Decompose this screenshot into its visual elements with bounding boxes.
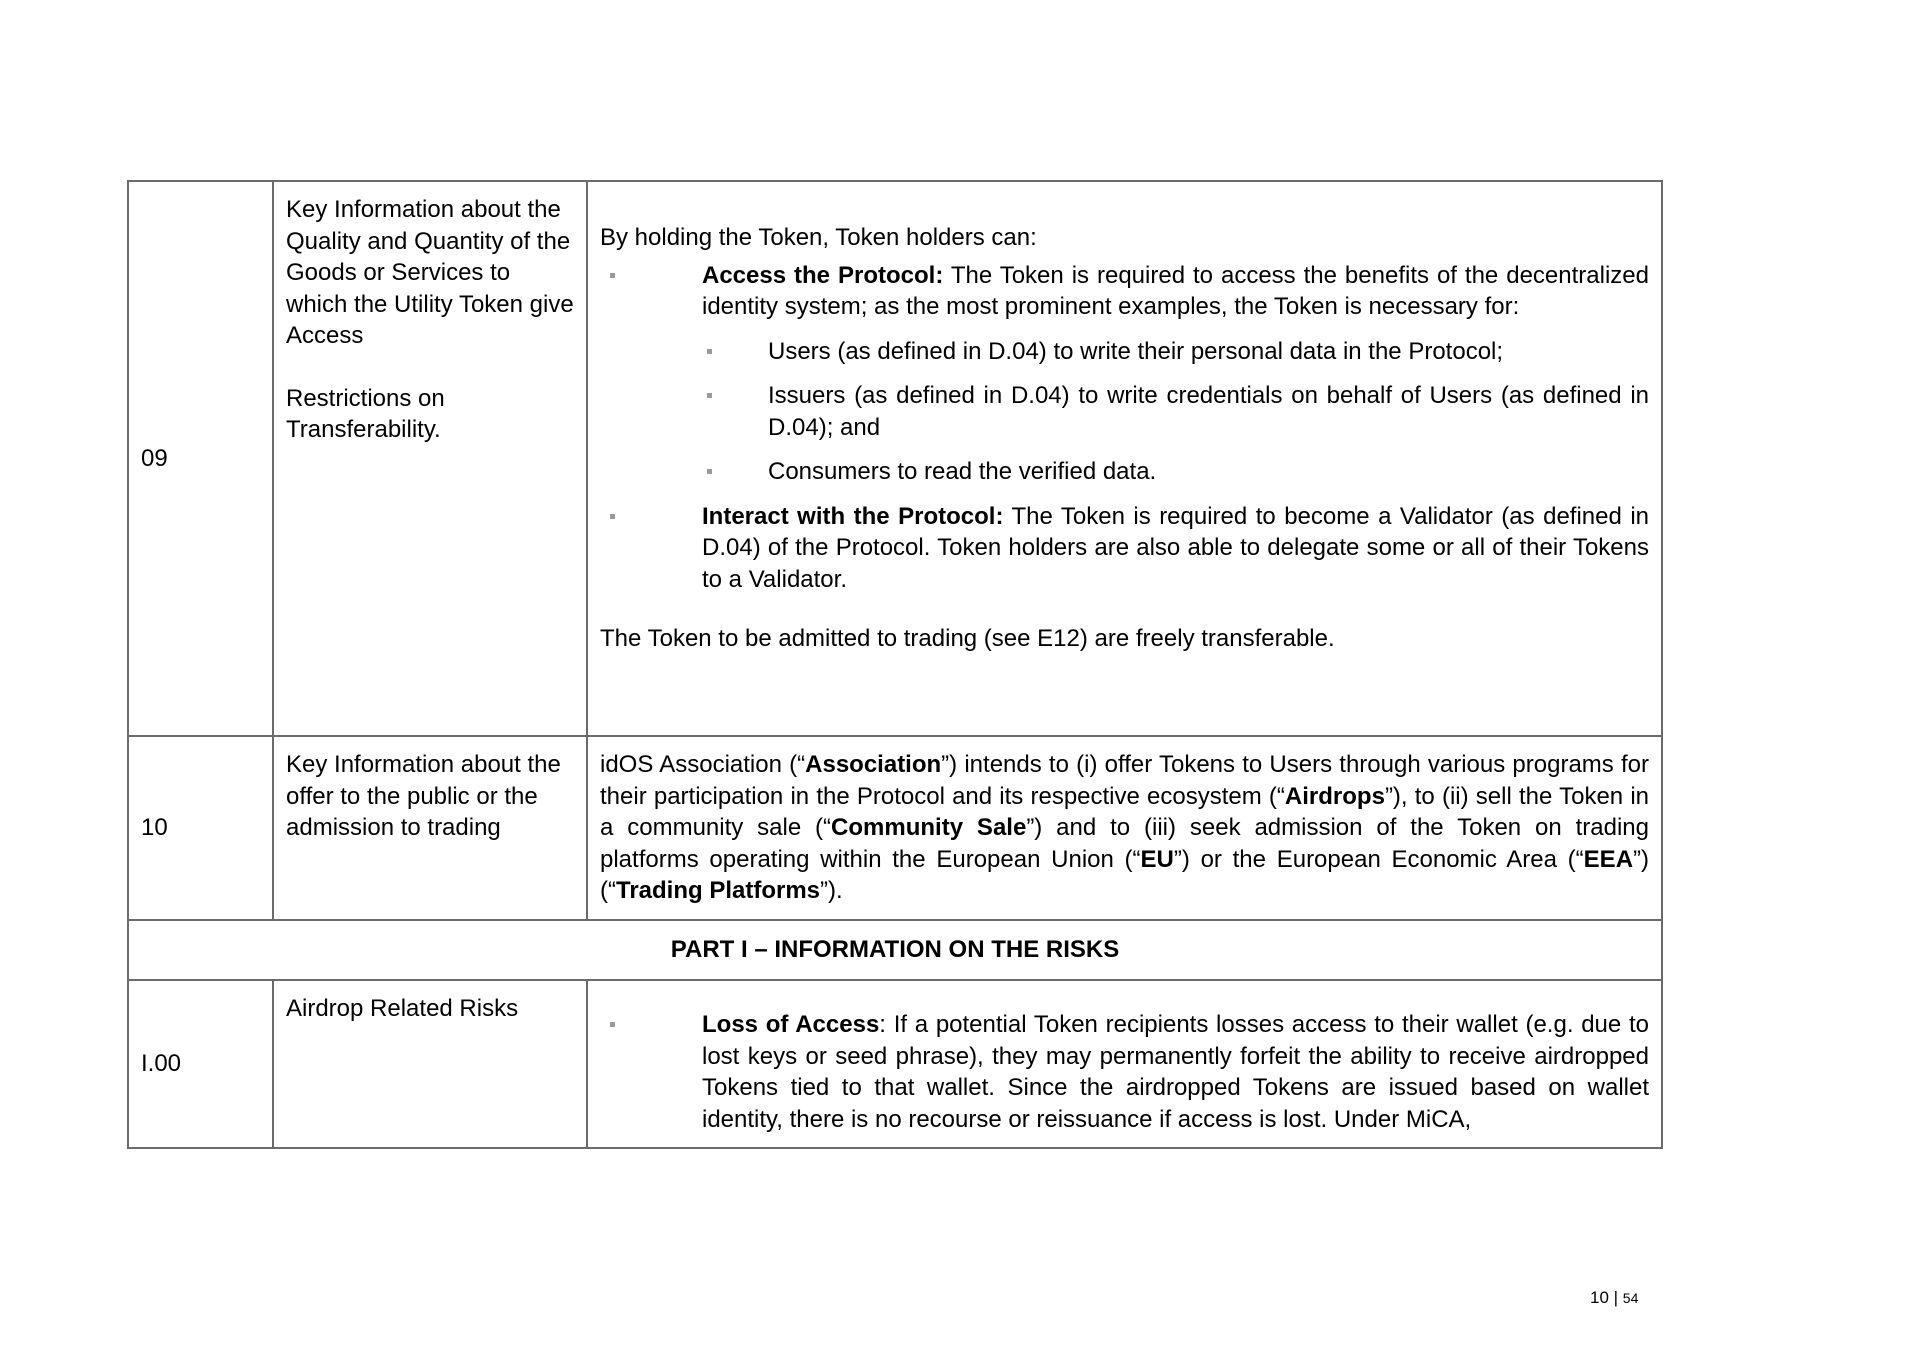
label-quality-quantity: Key Information about the Quality and Quantity of the Goods or Services to which the Utility Token give Access: [286, 196, 574, 349]
row-content: [587, 181, 1662, 736]
sub-list-item: [600, 336, 1649, 368]
label-offer: Key Information about the offer to the public or the admission to trading: [286, 751, 561, 841]
row-number: 09: [128, 181, 273, 736]
square-bullet-icon: [707, 349, 712, 354]
table-row-09: [128, 181, 1662, 736]
table-row-i00: [128, 980, 1662, 1148]
offer-paragraph: idOS Association (“Association”) intends to (i) offer Tokens to Users through various programs for their participation in the Protocol and its respective ecosystem (“Airdrops”), to (ii) sell the Token in a community sale (“Community Sale”) and to (iii) seek admission of the Token on trading platforms operating within the European Union (“EU”) or the European Economic Area (“EEA”) (“Trading Platforms”).: [600, 751, 1650, 904]
total-pages: 54: [1622, 1290, 1639, 1306]
intro-text: By holding the Token, Token holders can:: [600, 224, 1037, 251]
square-bullet-icon: [610, 1022, 615, 1027]
page-separator: |: [1608, 1288, 1623, 1307]
row-label: [273, 980, 587, 1148]
square-bullet-icon: [610, 514, 615, 519]
label-airdrop-risks: Airdrop Related Risks: [286, 995, 519, 1022]
bullet-title: Interact with the Protocol:: [702, 502, 1004, 530]
square-bullet-icon: [707, 469, 712, 474]
label-restrictions: Restrictions on Transferability.: [286, 384, 445, 443]
sub-bullet-text: Issuers (as defined in D.04) to write credentials on behalf of Users (as defined in D.04); and: [768, 382, 1649, 441]
part-heading: PART I – INFORMATION ON THE RISKS: [128, 920, 1662, 980]
bullet-text: The Token is required to access the benefits of the decentralized identity system; as the most prominent examples, the Token is necessary for:: [702, 261, 1649, 320]
page-number: [1590, 1288, 1638, 1308]
whitepaper-table: [127, 180, 1663, 1149]
part-heading-row: [128, 920, 1662, 980]
list-item-interact-protocol: [600, 501, 1649, 596]
closing-text: The Token to be admitted to trading (see E12) are freely transferable.: [600, 625, 1335, 652]
row-content: [587, 736, 1662, 920]
row-label: [273, 736, 587, 920]
row-number: I.00: [128, 980, 273, 1148]
current-page: 10: [1590, 1288, 1609, 1307]
bullet-title: Access the Protocol:: [702, 261, 944, 289]
table-row-10: [128, 736, 1662, 920]
bullet-title: Loss of Access: [702, 1011, 880, 1038]
sub-list-item: [600, 380, 1649, 443]
sub-bullet-text: Consumers to read the verified data.: [768, 458, 1157, 485]
sub-bullet-text: Users (as defined in D.04) to write their personal data in the Protocol;: [768, 337, 1504, 365]
list-item-access-protocol: [600, 260, 1649, 323]
row-content: [587, 980, 1662, 1148]
sub-list-item: [600, 456, 1649, 488]
row-number: 10: [128, 736, 273, 920]
bullet-text: The Token is required to become a Validator (as defined in D.04) of the Protocol. Token holders are also able to delegate some or all of their Tokens to a Validator.: [702, 502, 1649, 593]
list-item-loss-of-access: [600, 1009, 1649, 1135]
bullet-text: : If a potential Token recipients losses access to their wallet (e.g. due to lost keys or seed phrase), they may permanently forfeit the ability to receive airdropped Tokens tied to that wallet. Since the airdropped Tokens are issued based on wallet identity, there is no recourse or reissuance if access is lost. Under MiCA,: [702, 1011, 1649, 1133]
row-label: [273, 181, 587, 736]
square-bullet-icon: [610, 273, 615, 278]
square-bullet-icon: [707, 393, 712, 398]
